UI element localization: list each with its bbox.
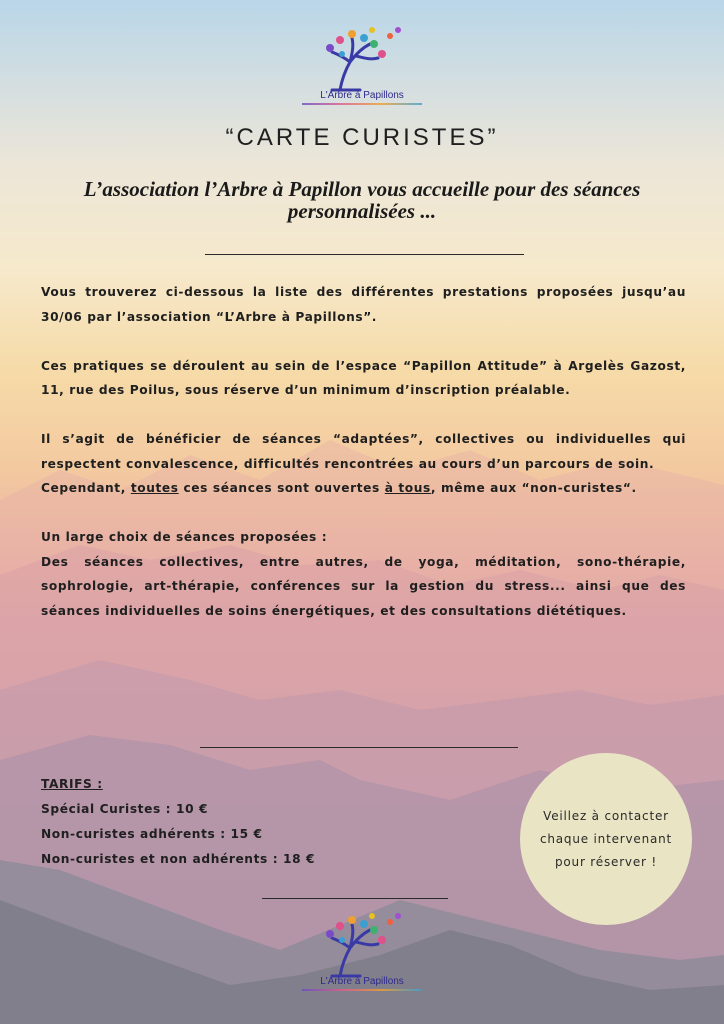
description-text	[41, 280, 686, 623]
paragraph-location: Ces pratiques se déroulent au sein de l’espace “Papillon Attitude” à Argelès Gazost, 11, rue des Poilus, sous réserve d’un minimum d’inscription préalable.	[41, 358, 686, 397]
divider-top	[205, 254, 524, 255]
text-segment: ces séances sont ouvertes	[178, 481, 385, 495]
paragraph-intro: Vous trouverez ci-dessous la liste des différentes prestations proposées jusqu’au 30/06 par l’association “L’Arbre à Papillons”.	[41, 285, 686, 324]
paragraph-adapted: Il s’agit de bénéficier de séances “adaptées”, collectives ou individuelles qui respectent convalescence, difficultés rencontrées au cours d’un parcours de soin.	[41, 432, 686, 471]
divider-middle	[200, 747, 518, 748]
paragraph-sessions: Des séances collectives, entre autres, de yoga, méditation, sono-thérapie, sophrologie, art-thérapie, conférences sur la gestion du stress... ainsi que des séances individuelles de soins énergétiques, et des consultations diététiques.	[41, 554, 686, 618]
logo-text: L'Arbre à Papillons	[320, 976, 404, 987]
tarif-curistes: Spécial Curistes : 10 €	[41, 802, 209, 816]
reservation-note: Veillez à contacter chaque intervenant pour réserver !	[539, 808, 673, 869]
reservation-note-badge	[520, 753, 692, 925]
logo-underline	[302, 103, 422, 105]
page-subtitle: L’association l’Arbre à Papillon vous accueille pour des séances personnalisées ...	[83, 177, 641, 223]
tarifs-section	[41, 772, 461, 872]
tarifs-heading: TARIFS :	[41, 777, 103, 791]
underlined-text: toutes	[130, 481, 179, 495]
paragraph-choice-heading: Un large choix de séances proposées :	[41, 530, 328, 544]
bottom-logo	[302, 910, 422, 991]
page-title: “CARTE CURISTES”	[225, 124, 499, 151]
underlined-text: à tous	[384, 481, 431, 495]
divider-bottom	[262, 898, 448, 899]
tarif-adherents: Non-curistes adhérents : 15 €	[41, 827, 263, 841]
butterfly-tree-icon	[312, 910, 412, 980]
top-logo	[302, 24, 422, 105]
paragraph-open-to-all	[41, 476, 686, 501]
butterfly-tree-icon	[312, 24, 412, 94]
logo-text: L'Arbre à Papillons	[320, 90, 404, 101]
text-segment: , même aux “non-curistes“.	[430, 481, 637, 495]
logo-underline	[302, 989, 422, 991]
text-segment: Cependant,	[41, 481, 131, 495]
tarif-non-adherents: Non-curistes et non adhérents : 18 €	[41, 852, 316, 866]
